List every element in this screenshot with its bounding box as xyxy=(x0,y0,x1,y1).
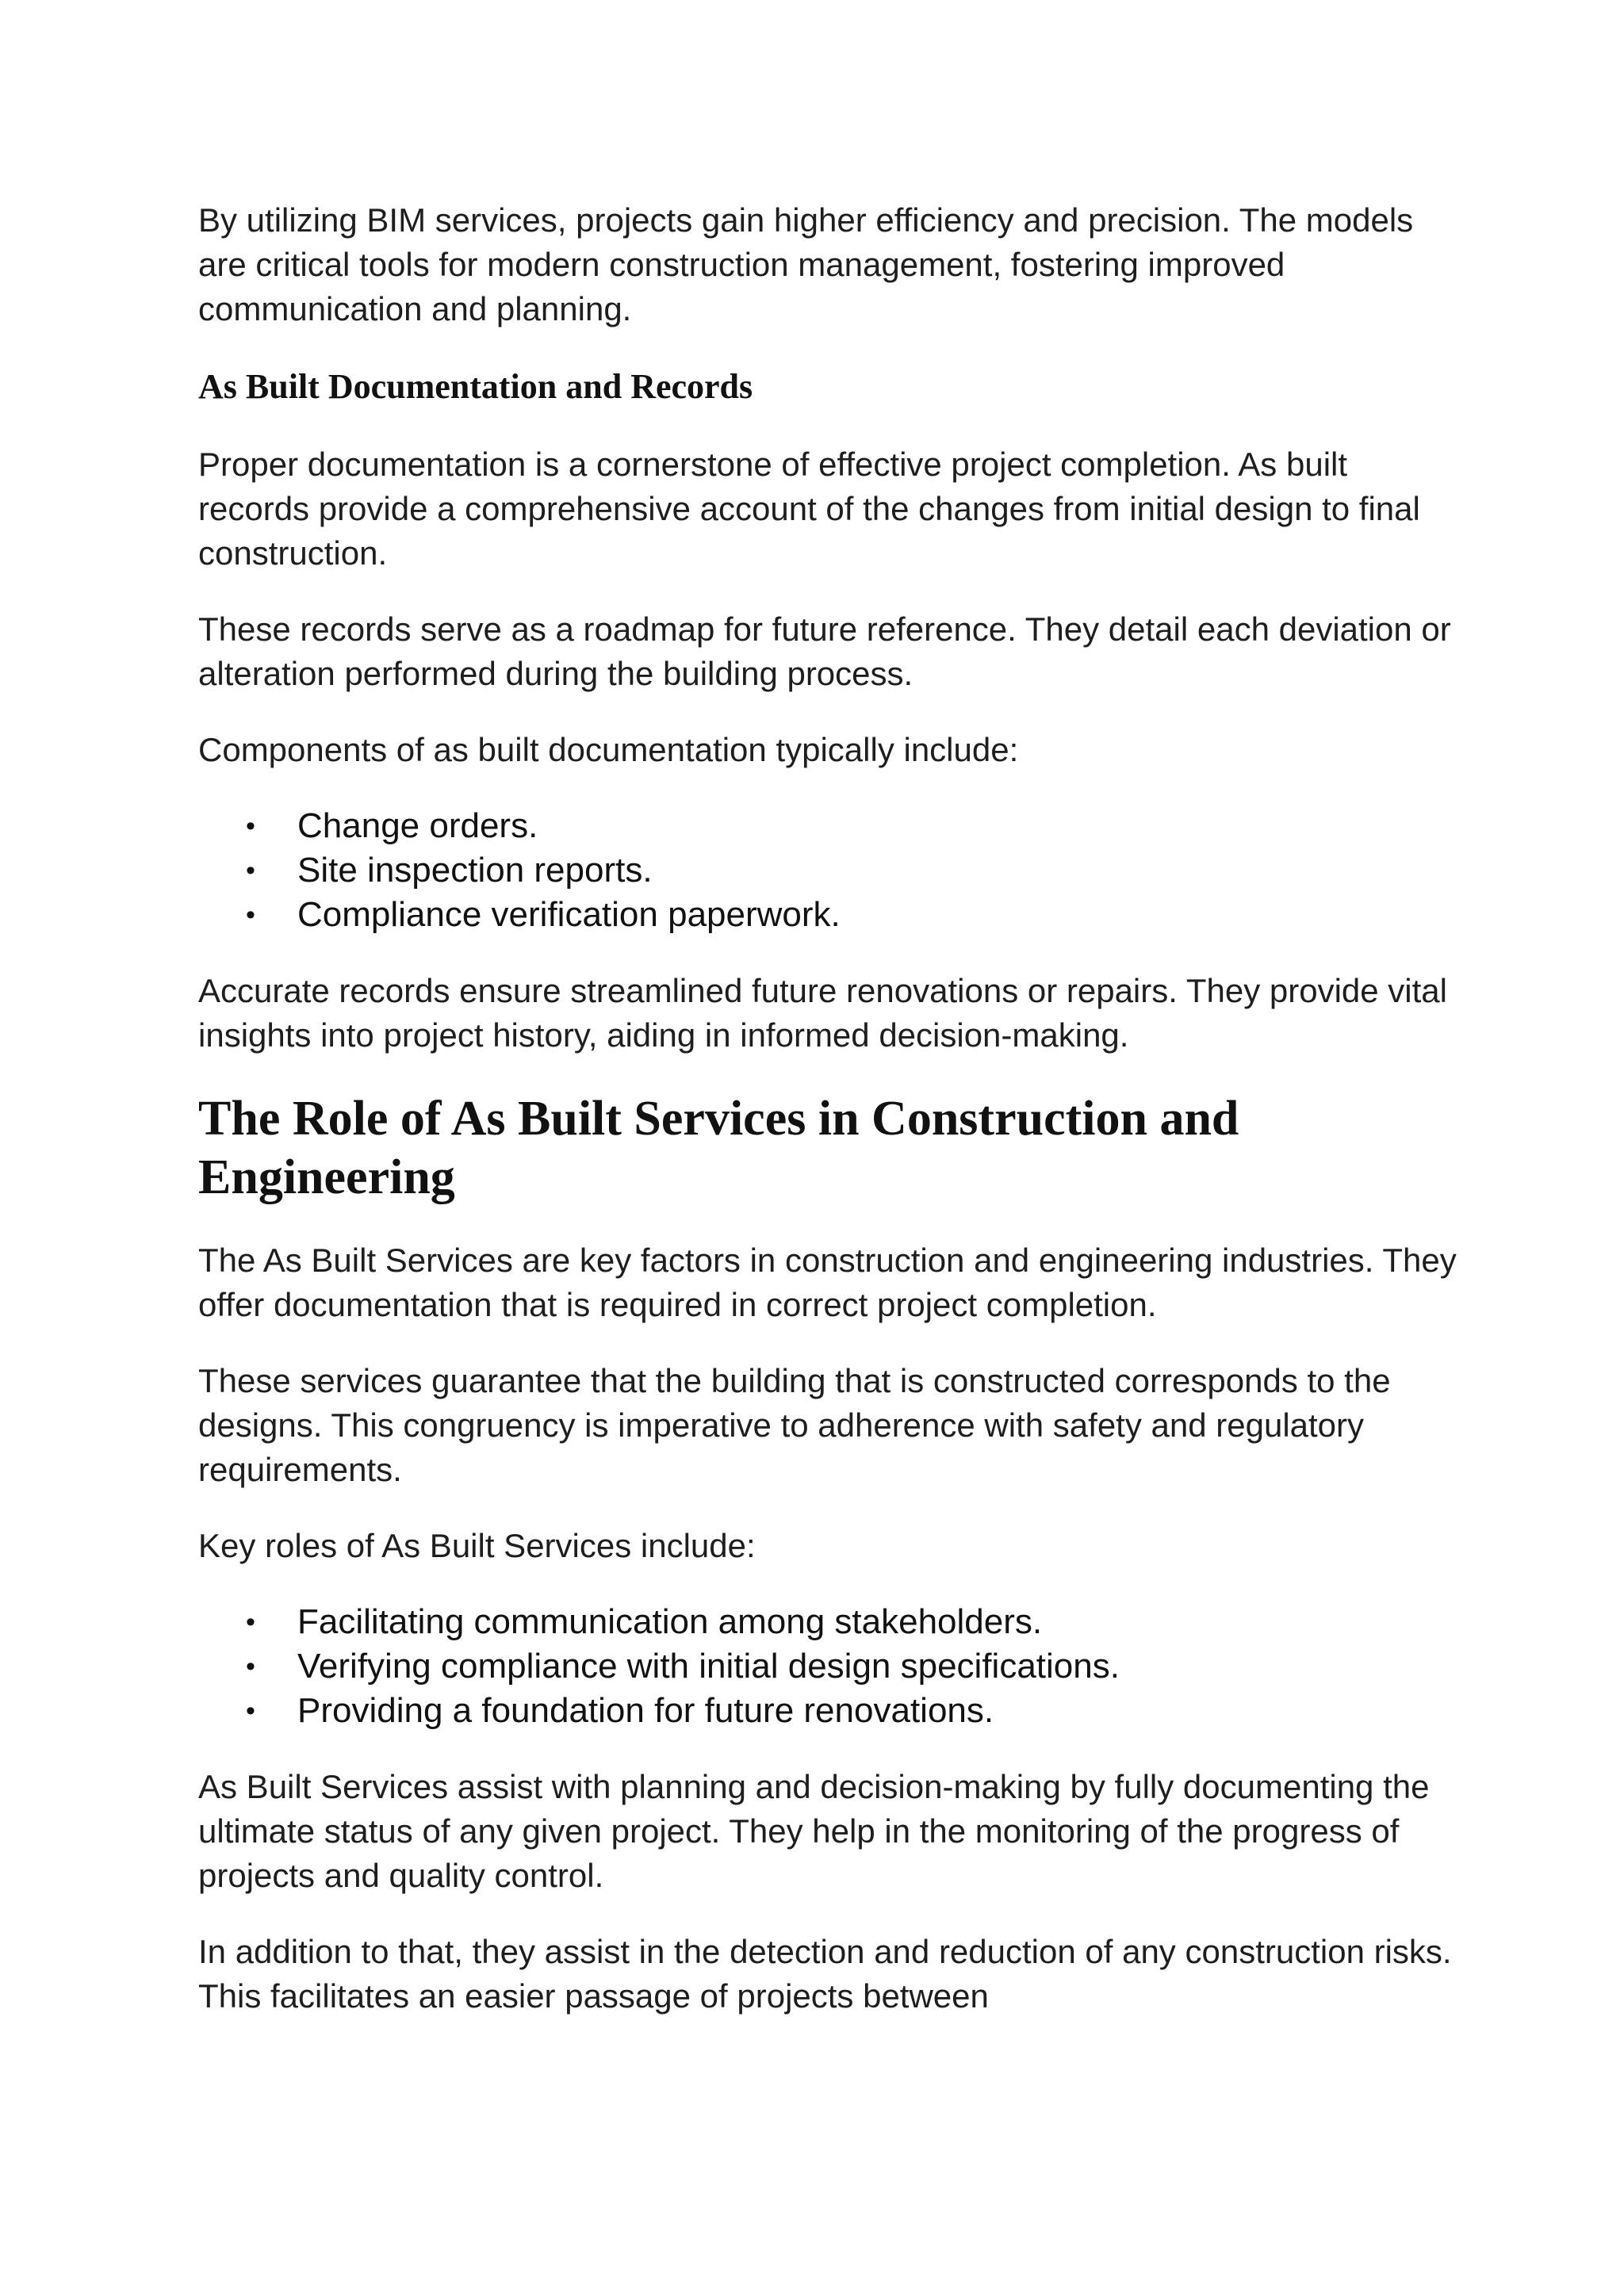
list-item-text: Facilitating communication among stakeholders. xyxy=(297,1602,1043,1641)
paragraph: These services guarantee that the building that is constructed corresponds to the designs. This congruency is imperative to adherence with safety and regulatory requirements. xyxy=(198,1362,1391,1488)
bullet-icon: • xyxy=(246,1607,255,1637)
list-item-text: Providing a foundation for future renovations. xyxy=(297,1691,994,1730)
key-roles-list xyxy=(198,1600,1467,1733)
section-heading-as-built-documentation: As Built Documentation and Records xyxy=(198,367,753,406)
bullet-icon: • xyxy=(246,1696,255,1726)
paragraph: These records serve as a roadmap for future reference. They detail each deviation or alteration performed during the building process. xyxy=(198,610,1451,692)
paragraph: The As Built Services are key factors in construction and engineering industries. They offer documentation that is required in correct project completion. xyxy=(198,1242,1457,1323)
paragraph: Proper documentation is a cornerstone of effective project completion. As built records provide a comprehensive account of the changes from initial design to final construction. xyxy=(198,446,1420,572)
list-item xyxy=(246,1689,1467,1733)
section-heading-role-of-as-built-services: The Role of As Built Services in Construction and Engineering xyxy=(198,1092,1239,1204)
list-item xyxy=(246,804,1467,848)
paragraph: As Built Services assist with planning and decision-making by fully documenting the ultimate status of any given project. They help in the monitoring of the progress of projects and quality control. xyxy=(198,1768,1430,1894)
list-item-text: Change orders. xyxy=(297,806,538,845)
list-item-text: Compliance verification paperwork. xyxy=(297,895,841,934)
list-item-text: Site inspection reports. xyxy=(297,851,653,890)
paragraph: Accurate records ensure streamlined future renovations or repairs. They provide vital insights into project history, aiding in informed decision-making. xyxy=(198,972,1447,1054)
list-item xyxy=(246,1644,1467,1689)
paragraph: In addition to that, they assist in the detection and reduction of any construction risks. This facilitates an easier passage of projects between xyxy=(198,1933,1452,2015)
bullet-icon: • xyxy=(246,1651,255,1682)
components-list xyxy=(198,804,1467,937)
list-item xyxy=(246,893,1467,937)
bullet-icon: • xyxy=(246,900,255,930)
list-item-text: Verifying compliance with initial design specifications. xyxy=(297,1647,1120,1686)
intro-paragraph: By utilizing BIM services, projects gain higher efficiency and precision. The models are critical tools for modern construction management, fostering improved communication and planning. xyxy=(198,201,1414,327)
bullet-icon: • xyxy=(246,811,255,841)
bullet-icon: • xyxy=(246,855,255,886)
list-item xyxy=(246,848,1467,893)
list-intro: Key roles of As Built Services include: xyxy=(198,1527,756,1564)
document-page xyxy=(198,198,1467,2050)
list-intro: Components of as built documentation typically include: xyxy=(198,731,1019,768)
list-item xyxy=(246,1600,1467,1644)
